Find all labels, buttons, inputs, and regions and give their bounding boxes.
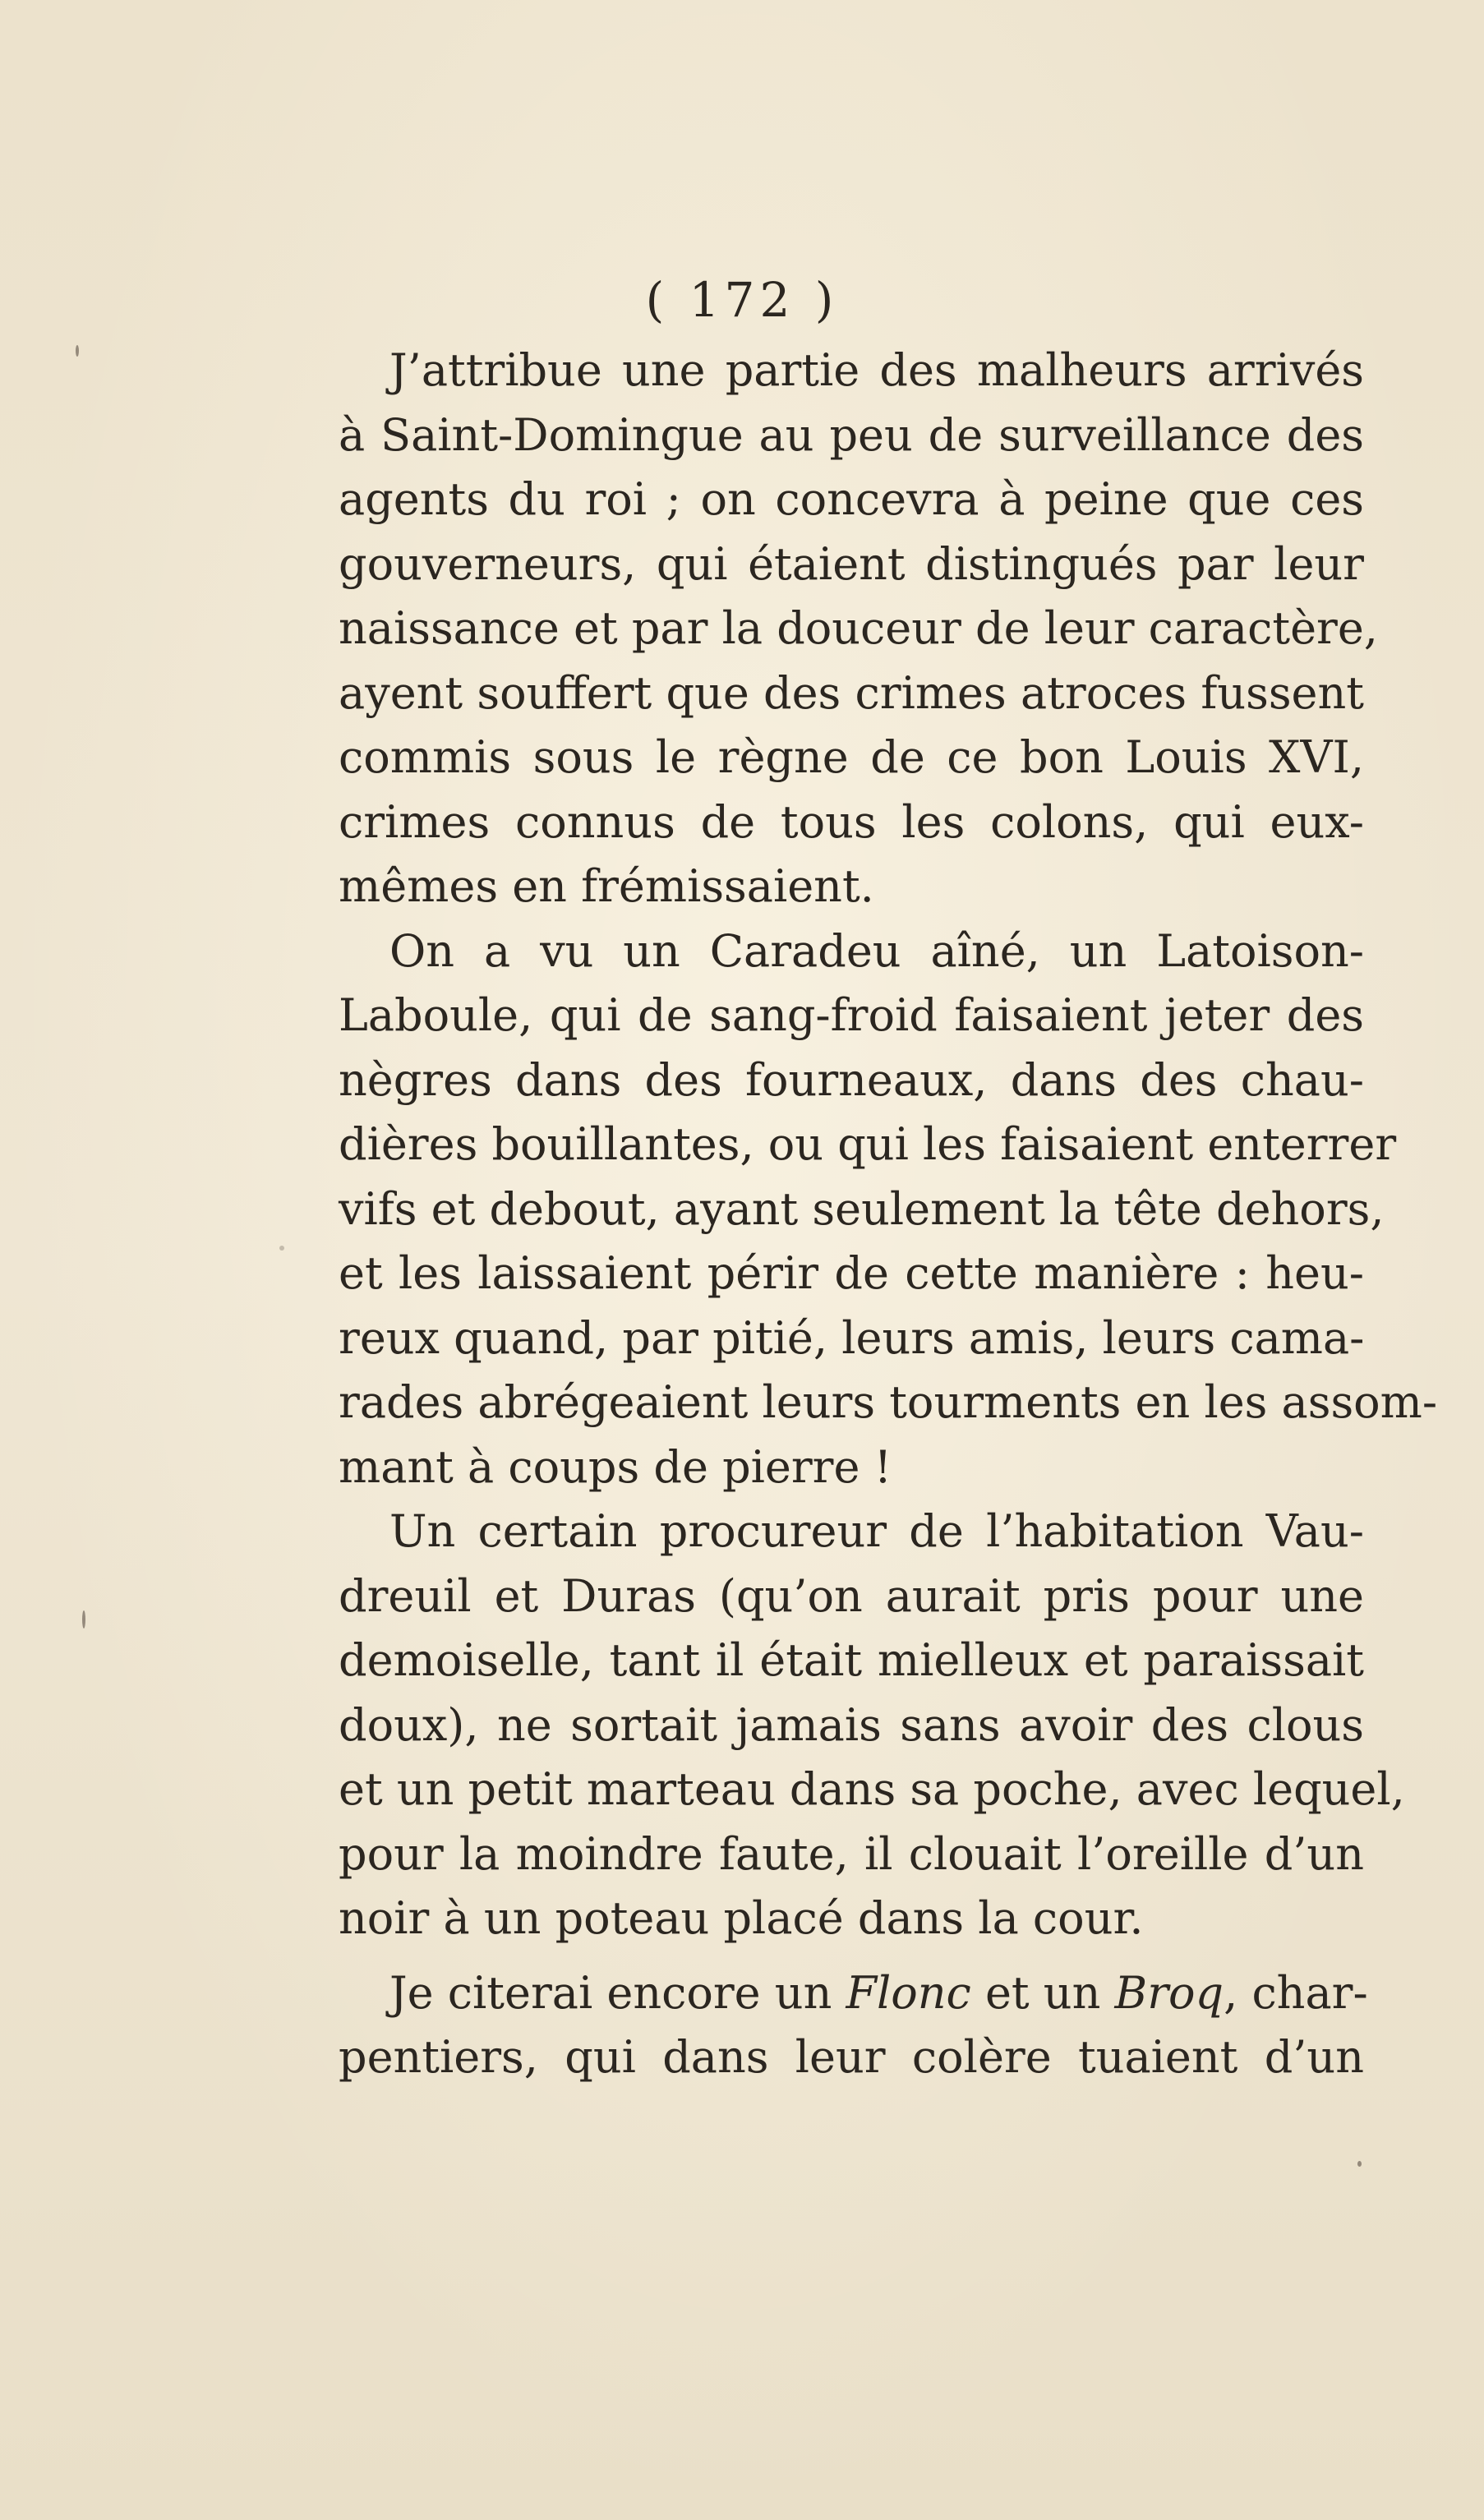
- text-line: mêmes en frémissaient.: [339, 860, 874, 912]
- body-text: [339, 339, 1438, 2090]
- text-line: pentiers, qui dans leur colère tuaient d’un: [339, 2031, 1364, 2083]
- text-line: pour la moindre faute, il clouait l’oreille d’un: [339, 1827, 1364, 1880]
- paper-speck: [82, 1610, 85, 1629]
- text-line: à Saint-Domingue au peu de surveillance des: [339, 408, 1364, 461]
- text-line: doux), ne sortait jamais sans avoir des clous: [339, 1698, 1364, 1751]
- line-middle: et un: [970, 1966, 1115, 2019]
- text-line-with-italics: [339, 1961, 1368, 2026]
- text-line: nègres dans des fourneaux, dans des chau-: [339, 1053, 1364, 1106]
- text-line: dières bouillantes, ou qui les faisaient enterrer: [339, 1118, 1397, 1170]
- text-line: vifs et debout, ayant seulement la tête dehors,: [339, 1182, 1385, 1235]
- text-line: mant à coups de pierre !: [339, 1440, 892, 1493]
- text-line: On a vu un Caradeu aîné, un Latoison-: [389, 924, 1364, 977]
- name-flonc: Flonc: [846, 1966, 971, 2019]
- page-number: ( 172 ): [645, 272, 839, 328]
- text-line: agents du roi ; on concevra à peine que ces: [339, 473, 1364, 525]
- paper-speck: [279, 1246, 284, 1251]
- text-line: Laboule, qui de sang-froid faisaient jeter des: [339, 989, 1364, 1041]
- paper-speck: [1357, 2161, 1362, 2167]
- text-line: naissance et par la douceur de leur caractère,: [339, 602, 1378, 654]
- text-line: commis sous le règne de ce bon Louis XVI,: [339, 731, 1364, 783]
- line-tail: , char-: [1224, 1966, 1368, 2019]
- text-line: dreuil et Duras (qu’on aurait pris pour une: [339, 1569, 1364, 1622]
- text-line: ayent souffert que des crimes atroces fussent: [339, 666, 1364, 719]
- text-line: gouverneurs, qui étaient distingués par leur: [339, 537, 1364, 590]
- text-line: crimes connus de tous les colons, qui eux-: [339, 795, 1364, 848]
- text-line: J’attribue une partie des malheurs arrivés: [389, 344, 1364, 396]
- text-line: et un petit marteau dans sa poche, avec lequel,: [339, 1763, 1405, 1815]
- text-line: Un certain procureur de l’habitation Vau-: [389, 1505, 1364, 1557]
- line-lead: Je citerai encore un: [389, 1966, 846, 2019]
- name-broq: Broq: [1114, 1966, 1224, 2019]
- text-line: demoiselle, tant il était mielleux et paraissait: [339, 1634, 1364, 1686]
- text-line: reux quand, par pitié, leurs amis, leurs cama-: [339, 1311, 1365, 1364]
- text-line: et les laissaient périr de cette manière : heu-: [339, 1247, 1364, 1299]
- paper-speck: [76, 345, 79, 357]
- text-line: noir à un poteau placé dans la cour.: [339, 1892, 1144, 1944]
- text-line: rades abrégeaient leurs tourments en les assom-: [339, 1376, 1438, 1428]
